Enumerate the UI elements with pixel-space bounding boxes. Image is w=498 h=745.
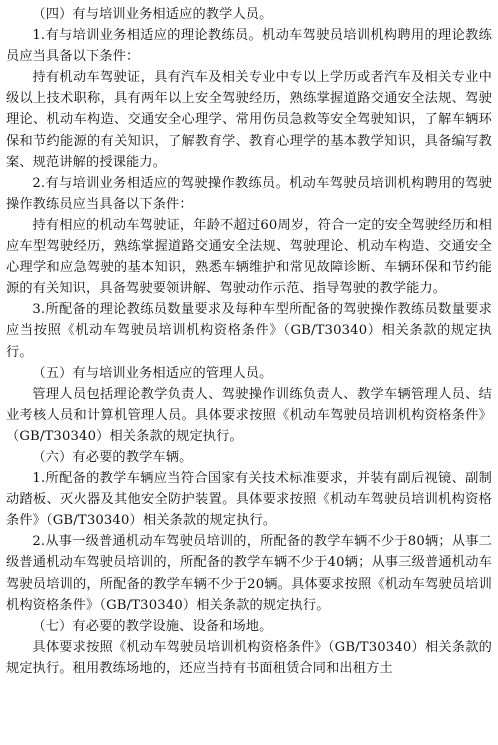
paragraph-vehicle-standards: 1.所配备的教学车辆应当符合国家有关技术标准要求，并装有副后视镜、副制动踏板、灭火器及其他安全防护装置。具体要求按照《机动车驾驶员培训机构资格条件》（GB/T30340）相关条款的规定执行。 xyxy=(6,471,492,529)
section-heading-facilities: （七）有必要的教学设施、设备和场地。 xyxy=(32,618,273,634)
paragraph-instructor-quantity: 3.所配备的理论教练员数量要求及每种车型所配备的驾驶操作教练员数量要求应当按照《机动车驾驶员培训机构资格条件》（GB/T30340）相关条款的规定执行。 xyxy=(6,302,492,360)
paragraph-management-staff: 管理人员包括理论教学负责人、驾驶操作训练负责人、教学车辆管理人员、结业考核人员和计算机管理人员。具体要求按照《机动车驾驶员培训机构资格条件》（GB/T30340）相关条款的规定执行。 xyxy=(6,386,492,444)
paragraph-theory-instructor: 1.有与培训业务相适应的理论教练员。机动车驾驶员培训机构聘用的理论教练员应当具备以下条件： xyxy=(6,28,492,65)
paragraph-driving-instructor: 2.有与培训业务相适应的驾驶操作教练员。机动车驾驶员培训机构聘用的驾驶操作教练员应当具备以下条件： xyxy=(6,175,492,212)
paragraph-facilities: 具体要求按照《机动车驾驶员培训机构资格条件》（GB/T30340）相关条款的规定执行。租用教练场地的，还应当持有书面租赁合同和出租方土 xyxy=(6,639,492,676)
section-heading-teaching-staff: （四）有与培训业务相适应的教学人员。 xyxy=(32,7,273,22)
paragraph-vehicle-quantity: 2.从事一级普通机动车驾驶员培训的，所配备的教学车辆不少于80辆；从事二级普通机动车驾驶员培训的，所配备的教学车辆不少于40辆；从事三级普通机动车驾驶员培训的，所配备的教学车辆不少于20辆。具体要求按照《机动车驾驶员培训机构资格条件》（GB/T30340）相关条款的规定执行。 xyxy=(6,534,492,613)
paragraph-theory-instructor-requirements: 持有机动车驾驶证，具有汽车及相关专业中专以上学历或者汽车及相关专业中级以上技术职称，具有两年以上安全驾驶经历，熟练掌握道路交通安全法规、驾驶理论、机动车构造、交通安全心理学、常用伤员急救等安全驾驶知识，了解车辆环保和节约能源的有关知识，了解教育学、教育心理学的基本教学知识，具备编写教案、规范讲解的授课能力。 xyxy=(6,70,492,170)
section-heading-teaching-vehicles: （六）有必要的教学车辆。 xyxy=(32,449,193,465)
section-heading-management-staff: （五）有与培训业务相适应的管理人员。 xyxy=(32,365,273,381)
paragraph-driving-instructor-requirements: 持有相应的机动车驾驶证，年龄不超过60周岁，符合一定的安全驾驶经历和相应车型驾驶经历，熟练掌握道路交通安全法规、驾驶理论、机动车构造、交通安全心理学和应急驾驶的基本知识，熟悉车辆维护和常见故障诊断、车辆环保和节约能源的有关知识，具备驾驶要领讲解、驾驶动作示范、指导驾驶的教学能力。 xyxy=(6,217,492,297)
